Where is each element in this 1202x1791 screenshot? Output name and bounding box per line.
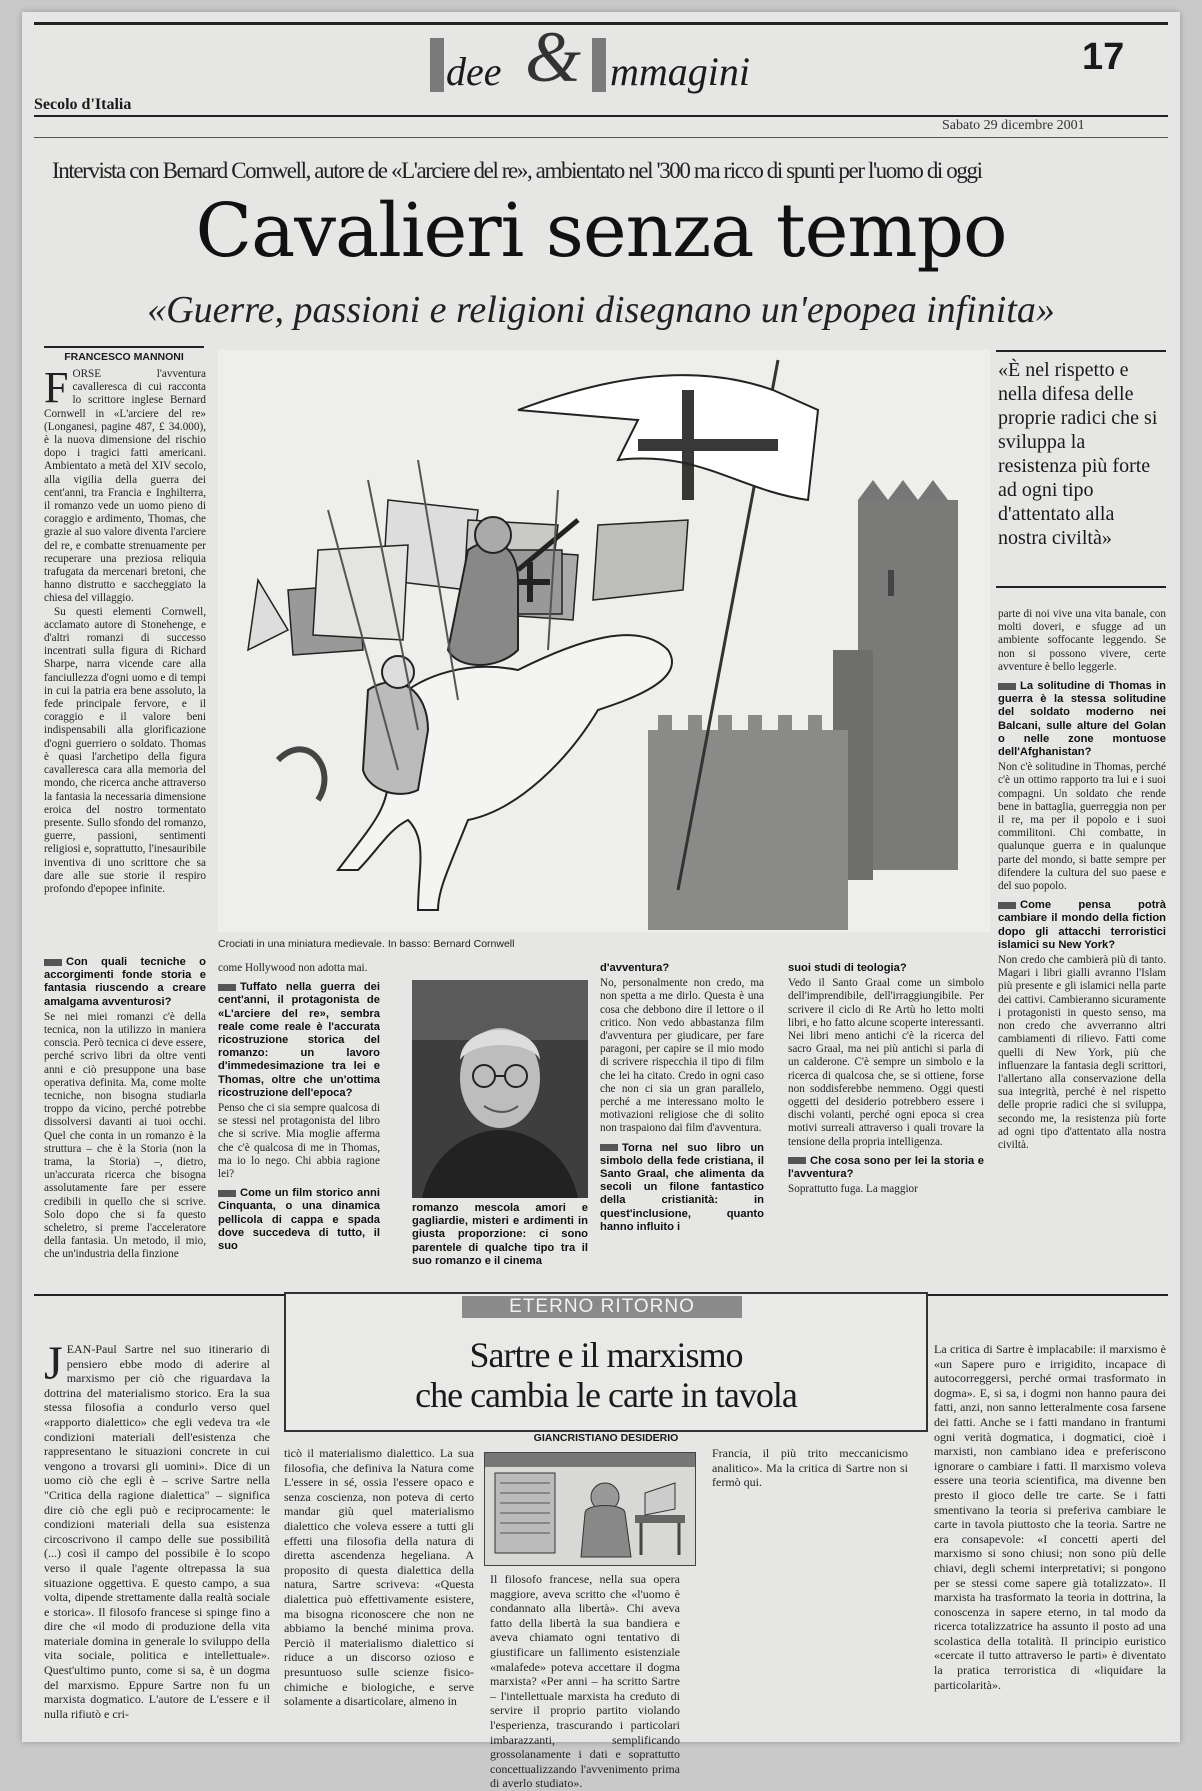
- box-byline: GIANCRISTIANO DESIDERIO: [533, 1432, 679, 1444]
- interview-question: [44, 956, 206, 1009]
- question-text: Con quali tecniche o accorgimenti fonde storia e fantasia riuscendo a creare amalgama avventurosi?: [44, 956, 206, 1008]
- section-ampersand: &: [525, 17, 582, 97]
- interview-question: [218, 1187, 380, 1253]
- question-marker: [218, 1190, 236, 1197]
- scholar-study-icon: [485, 1453, 695, 1565]
- box-column-2: [284, 1446, 474, 1738]
- date-rule: [34, 137, 1168, 138]
- portrait-photo-icon: [412, 980, 588, 1198]
- byline-rule: [44, 346, 204, 348]
- article-column-right: [998, 608, 1166, 1258]
- interview-question: [998, 680, 1166, 759]
- question-text: d'avventura?: [600, 962, 670, 974]
- question-text: romanzo mescola amori e gagliardie, misteri e ardimenti in giusta proporzione: ci sono parentele di qualche tipo tra il suo romanzo e il cinema: [412, 1202, 588, 1267]
- page-number: 17: [1082, 36, 1125, 78]
- article-column-5: [788, 962, 984, 1272]
- top-rule: [34, 22, 1168, 25]
- question-marker: [600, 1144, 618, 1151]
- article-title: Cavalieri senza tempo: [195, 188, 1007, 274]
- box-column-3: [712, 1446, 908, 1738]
- paragraph: Se nei miei romanzi c'è della tecnica, non la utilizzo in maniera conscia. Però tecnica ci deve essere, perché scrivo libri da oltre venti anni e ciò presuppone una base operativa definita. Ma, come molte tecniche, non bisogna studiarla troppo da vicino, perché potrebbe dissolversi davanti ai tuoi occhi. Quel che conta in un romanzo è la struttura – che è la Storia (non la trama, la Storia) –, dietro, un'accurata ricerca che bisogna assolutamente fare per essere credibili in quello che si scrive. Solo dopo che si fa questo scheletro, si preme l'acceleratore della fantasia. Un metodo, il mio, che un'industria della finzione: [44, 1010, 206, 1261]
- article-column-4: [600, 962, 764, 1272]
- article-column-2: [218, 962, 380, 1272]
- section-bar-right: [592, 38, 606, 92]
- interview-question: [788, 1155, 984, 1181]
- paragraph: Francia, il più trito meccanicismo analitico». Ma la critica di Sartre non si fermò qui.: [712, 1446, 908, 1490]
- section-title-right: mmagini: [610, 49, 750, 94]
- drop-cap: F: [44, 363, 69, 412]
- box-rubric: ETERNO RITORNO: [462, 1296, 742, 1318]
- paragraph: Penso che ci sia sempre qualcosa di se stessi nel protagonista del libro che si scrive. Mia moglie afferma che c'è qualcosa di me in Thomas, ma io lo nego. Chi abbia ragione lei?: [218, 1102, 380, 1181]
- interview-question: [600, 1142, 764, 1234]
- paragraph: Su questi elementi Cornwell, acclamato autore di Stonehenge, e d'altri romanzi di successo incentrati sulla figura di Richard Sharpe, narra vicende care alla fanciullezza d'ogni uomo e di tempi in cui la patria era bene assoluto, la fede principale fervore, e il coraggio e il valore beni indispensabili alla glorificazione d'ogni guerriero o soldato. Thomas è quasi l'archetipo della figura cavalleresca cara alla memoria del mondo, che ricerca anche attraverso la fantasia la necessaria dimensione eroica del nostro tormentato presente. Sullo sfondo del romanzo, guerre, passioni, sentimenti religiosi e, soprattutto, l'inesauribile inventiva di uno scrittore che sa dare alle sue storie il respiro profondo d'epopee infinite.: [44, 605, 206, 895]
- box-title-line-1: Sartre e il marxismo: [469, 1335, 743, 1375]
- newspaper-page: [22, 12, 1180, 1791]
- interview-question: [998, 899, 1166, 952]
- box-column-4: [934, 1342, 1166, 1738]
- pull-quote-bottom-rule: [996, 586, 1166, 588]
- pull-quote: «È nel rispetto e nella difesa delle proprie radici che si sviluppa la resistenza più forte ad ogni tipo d'attentato alla nostra civiltà»: [998, 359, 1158, 549]
- paragraph: ORSE l'avventura cavalleresca di cui racconta lo scrittore inglese Bernard Cornwell in «L'arciere del re» (Longanesi, pagine 487, £ 34.000), è la nuova dimensione del rischio dopo i tragici fatti americani. Ambientato a metà del XIV secolo, alla vigilia della guerra dei cent'anni, tra Francia e Inghilterra, il romanzo vede un uomo pieno di coraggio e ardimento, Thomas, che grazie al suo valore diventa l'arciere del re, e combatte strenuamente per recuperare una preziosa reliquia trafugata da mercenari bretoni, che hanno distrutto e saccheggiato la chiesa del villaggio.: [44, 368, 206, 605]
- paragraph: Non c'è solitudine in Thomas, perché c'è un ottimo rapporto tra lui e i suoi compagni. Un soldato che rende bene in battaglia, guerreggia non per il re, ma per il popolo e i suoi commilitoni. Chi combatte, in qualunque guerra e in qualunque parte del mondo, si batte sempre per difendere la cultura del suo paese e del suo popolo.: [998, 761, 1166, 893]
- question-text: Come pensa potrà cambiare il mondo della fiction dopo gli attacchi terroristici islamici su New York?: [998, 899, 1166, 951]
- box-column-2b: [490, 1572, 680, 1791]
- interview-question: [788, 962, 984, 975]
- paragraph: No, personalmente non credo, ma non spetta a me dirlo. Questa è una cosa che debbono dire il lettore o il critico. Non vedo abbastanza film d'avventura per giudicare, per fare paragoni, per capire se il mio modo di scrivere rispecchia il tipo di film che lei ha citato. Credo in ogni caso che non ci sia un gran parallelo, perché a me interessano molto le motivazioni religiose che di solito non traspaiono dai film d'avventura.: [600, 977, 764, 1135]
- paragraph: Non credo che cambierà più di tanto. Magari i libri gialli avranno l'Islam più presente e gli islamici nella parte dei cattivi. Cambieranno sicuramente i protagonisti in questo senso, ma non credo che avverranno altri cambiamenti di rilievo. Fatti come quelli di New York, più che influenzare la fantasia degli scrittori, l'allertano alla conservazione della sua integrità, perché è nel rispetto delle proprie radici che si sviluppa, secondo me, la resistenza più forte ad ogni tipo d'attentato alla nostra civiltà.: [998, 954, 1166, 1151]
- woodcut-illustration: [484, 1452, 696, 1566]
- header-rule: [34, 115, 1168, 117]
- section-bar-left: [430, 38, 444, 92]
- paragraph: come Hollywood non adotta mai.: [218, 962, 368, 974]
- medieval-miniature-graphic: [218, 350, 990, 932]
- box-drop-cap: J: [44, 1337, 63, 1390]
- article-column-3-lower: [412, 1202, 588, 1272]
- question-text: La solitudine di Thomas in guerra è la stessa solitudine del soldato moderno nei Balcani, sulle alture del Golan o nelle zone montuose dell'Afghanistan?: [998, 680, 1166, 759]
- image-caption: Crociati in una miniatura medievale. In basso: Bernard Cornwell: [218, 938, 515, 950]
- question-marker: [44, 959, 62, 966]
- question-text: Tuffato nella guerra dei cent'anni, il protagonista de «L'arciere del re», sembra reale come reale è l'accurata ricostruzione storica del romanzo: un lavoro d'immedesimazione tra lei e Thomas, oltre che un'ottima ricostruzione dell'epoca?: [218, 981, 380, 1099]
- article-column-1: [44, 363, 206, 948]
- interview-question: [412, 1202, 588, 1268]
- question-text: Come un film storico anni Cinquanta, o una dinamica pellicola di cappa e spada dove succedeva di tutto, il suo: [218, 1187, 380, 1253]
- paragraph: Soprattutto fuga. La maggior: [788, 1183, 918, 1196]
- paragraph: Il filosofo francese, nella sua opera maggiore, aveva scritto che «l'uomo è condannato alla libertà». Chi aveva fatto della libertà la sua bandiera e aveva chiamato ogni tentativo di giustificare un fallimento esistenziale «malafede» poteva accettare il dogma marxista? «Per anni – ha scritto Sartre – l'intellettuale marxista ha creduto di servire il proprio partito violando l'esperienza, trascurando i particolari imbarazzanti, semplificando grossolanamente i dati e soprattutto concettualizzando l'avvenimento prima di averlo studiato».: [490, 1572, 680, 1791]
- paragraph: La critica di Sartre è implacabile: il marxismo è «un Sapere puro e irrigidito, incapace di autocorreggersi, perché ormai trasformato in dogma». E, si sa, i dogmi non hanno paura dei fatti, anzi, non sanno letteralmente cosa farsene dei fatti. Anche se i fatti mandano in frantumi ogni verità dogmatica, i dogmatici, cioè i marxisti, non cambiano idea e preferiscono ignorare o cambiare i fatti. Il marxismo voleva essere una teoria scientifica, ma divenne ben presto il gioco delle tre carte. Se i fatti smentivano la teoria si preferiva cambiare le carte in tavola piuttosto che la teoria. Sartre ne era consapevole: «I concetti aperti del marxismo si sono chiusi; non sono più delle chiavi, degli schemi interpretativi; si pongono per se stessi come sapere già totalizzato». Il marxista ha trasformato la teoria in dottrina, la conoscenza in sapere eterno, in tal modo da ricerca totalizzatrice ha assunto il posto ad una scolastica della totalità. Il principio euristico «cercate il tutto attraverso le parti» è diventato la pratica terroristica di «liquidare la particolarità».: [934, 1342, 1166, 1692]
- paragraph: Vedo il Santo Graal come un simbolo dell'imprendibile, dell'irraggiungibile. Per scrivere il ciclo di Re Artù ho letto molti libri, e ho fatto alcune scoperte interessanti. Nei libri meno antichi c'è la ricerca del sacro Graal, ma nei più antichi si parla di un calderone. C'è sempre un simbolo e la ricerca di qualcosa che, se si ottiene, forse non soddisferebbe nemmeno. Oggi questi oggetti del desiderio potrebbero essere i dischi volanti, perché ogni epoca si crea motivi surreali attraverso i quali trovare la tensione della propria intelligenza.: [788, 977, 984, 1148]
- question-text: Torna nel suo libro un simbolo della fede cristiana, il Santo Graal, che alimenta da secoli un filone fantastico della cristianità: in quest'inclusione, quanto hanno influito i: [600, 1141, 764, 1233]
- paragraph: ticò il materialismo dialettico. La sua filosofia, che definiva la Natura come L'essere in sé, ossia l'essere opaco e senza coscienza, non poteva di certo mandar giù quel materialismo dialettico che voleva essere a tutti gli effetti una filosofia della natura di diretta ascendenza hegeliana. A proposito di questa dialettica della natura, Sartre scriveva: «Questa dialettica può effettivamente esistere, ma bisogna riconoscere che non ne abbiamo la benché minima prova. Perciò il materialismo dialettico si riduce a un discorso ozioso e presuntuoso sulle scienze fisico-chimiche e biologiche, e serve solamente a disarticolare, almeno in: [284, 1446, 474, 1709]
- question-marker: [998, 683, 1016, 690]
- question-marker: [788, 1157, 806, 1164]
- question-text: Che cosa sono per lei la storia e l'avventura?: [788, 1154, 984, 1181]
- paper-name: Secolo d'Italia: [34, 96, 132, 113]
- issue-date: Sabato 29 dicembre 2001: [942, 118, 1085, 133]
- pull-quote-top-rule: [996, 350, 1166, 352]
- section-title-left: dee: [446, 49, 502, 94]
- paragraph: EAN-Paul Sartre nel suo itinerario di pensiero ebbe modo di aderire al marxismo per ciò che riguardava la dottrina del materialismo storico. Era la sua stessa filosofia a condurlo verso quel «rapporto dialettico» che egli vedeva tra «le condizioni materiali dell'esistenza che rappresentano le situazioni concrete in cui vengono a trovarsi gli uomini». Dice di un uomo ciò che egli è – scrive Sartre nella "Critica della ragione dialettica" – significa dire ciò che egli può e reciprocamente: le condizioni materiali della sua esistenza circoscrivono il campo delle sue possibilità (...) così il campo del possibile è lo scopo verso il quale l'agente oltrepassa la sua situazione oggettiva. E questo campo, a sua volta, dipende strettamente dalla realtà sociale e storica». Il filosofo francese si spinge fino a dire che «il modo di produzione della vita materiale domina in generale lo sviluppo della vita sociale, politica e intellettuale». Quest'ultimo punto, come si sa, è un dogma del marxismo. Eppure Sartre non fu un marxista dogmatico. L'autore de L'essere e il nulla rifiutò e cri-: [44, 1342, 270, 1721]
- article-column-1-lower: [44, 956, 206, 1272]
- question-marker: [998, 902, 1016, 909]
- interview-question: [218, 981, 380, 1100]
- question-text: suoi studi di teologia?: [788, 962, 907, 974]
- box-title-line-2: che cambia le carte in tavola: [415, 1375, 797, 1415]
- article-kicker: Intervista con Bernard Cornwell, autore de «L'arciere del re», ambientato nel '300 ma ricco di spunti per l'uomo di oggi: [52, 158, 982, 183]
- interview-question: [600, 962, 764, 975]
- box-column-1: [44, 1337, 270, 1738]
- question-marker: [218, 984, 236, 991]
- article-subtitle: «Guerre, passioni e religioni disegnano un'epopea infinita»: [147, 289, 1055, 331]
- author-portrait: [412, 980, 588, 1198]
- paragraph: parte di noi vive una vita banale, con molti doveri, e sfugge ad un ambiente soffocante leggendo. Se non si possono vivere, certe avventure è bello leggerle.: [998, 608, 1166, 673]
- crusaders-illustration: [218, 350, 990, 932]
- article-byline: FRANCESCO MANNONI: [64, 351, 184, 363]
